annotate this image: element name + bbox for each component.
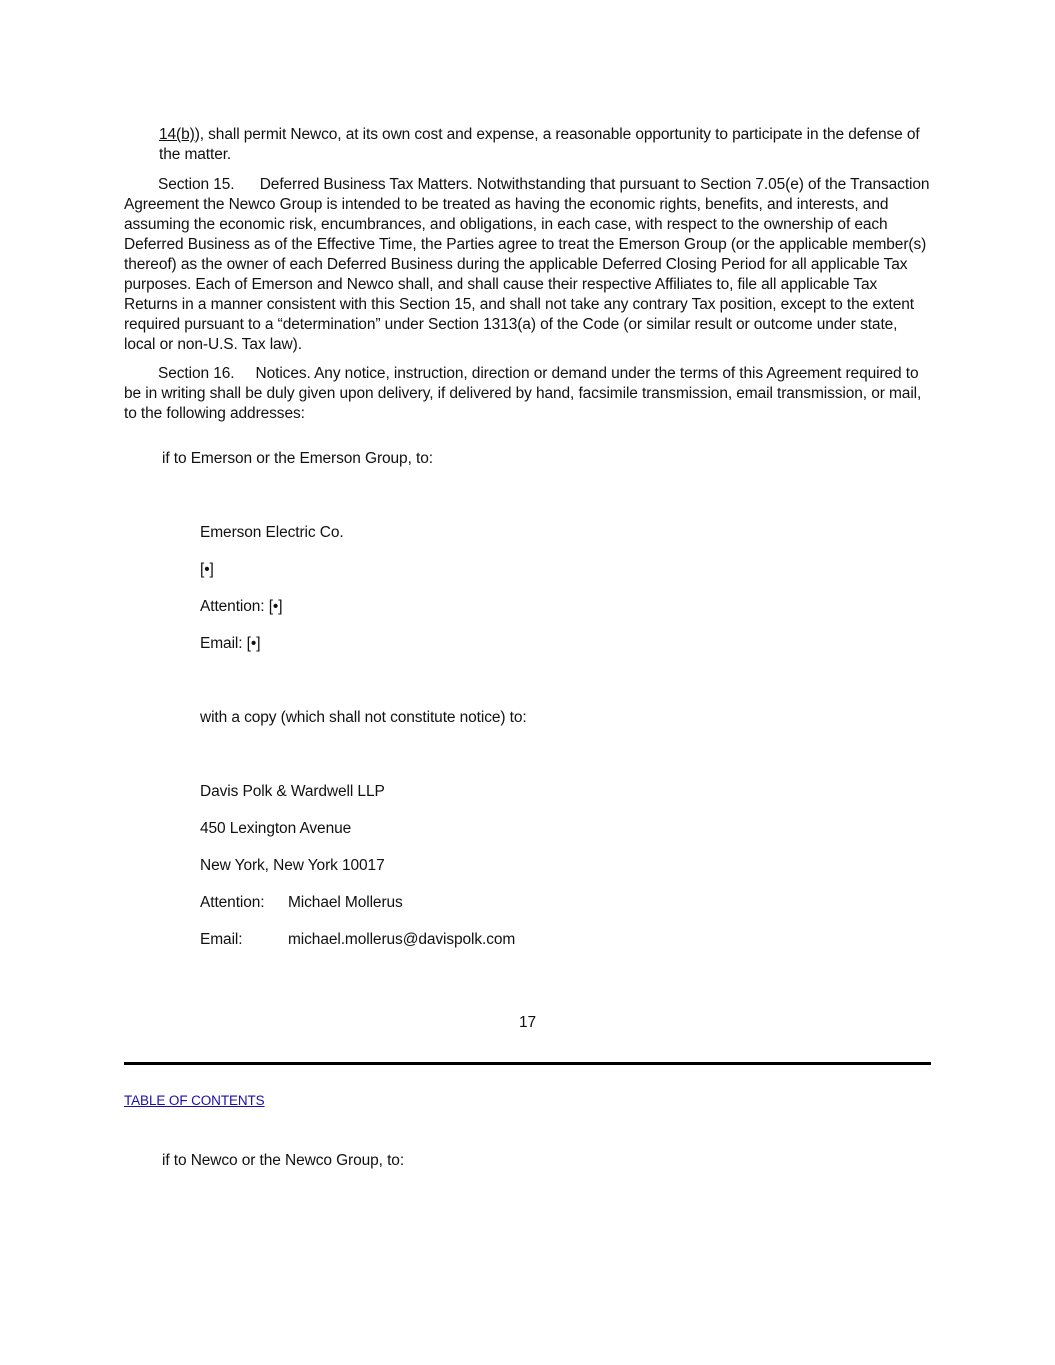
continuation-text: ), shall permit Newco, at its own cost and expense, a reasonable opportunity to participate in the defense of the matter. [159,126,920,163]
continuation-paragraph [159,125,931,165]
newco-notice-intro: if to Newco or the Newco Group, to: [162,1152,405,1169]
counsel-street: 450 Lexington Avenue [200,820,352,837]
counsel-email-value[interactable]: michael.mollerus@davispolk.com [288,931,516,948]
counsel-city: New York, New York 10017 [200,857,385,874]
section-15-heading: Section 15. [158,176,235,193]
counsel-email-row [200,931,515,949]
section-16-heading: Section 16. [158,365,235,382]
section-15-paragraph [124,175,932,355]
emerson-address-line: [•] [200,561,214,578]
section-reference-link[interactable]: 14(b) [159,126,195,143]
emerson-company-name: Emerson Electric Co. [200,524,344,541]
emerson-notice-intro: if to Emerson or the Emerson Group, to: [162,450,433,467]
section-16-body: Any notice, instruction, direction or demand under the terms of this Agreement required to be in writing shall be duly given upon delivery, if delivered by hand, facsimile transmission, email transmission, or mail, to the following addresses: [124,365,922,422]
section-15-body: Notwithstanding that pursuant to Section 7.05(e) of the Transaction Agreement the Newco Group is intended to be treated as having the economic rights, benefits, and interests, and assuming the economic risk, encumbrances, and obligations, in each case, with respect to the ownership of each Deferred Business as of the Effective Time, the Parties agree to treat the Emerson Group (or the applicable member(s) thereof) as the owner of each Deferred Business during the applicable Deferred Closing Period for all applicable Tax purposes. Each of Emerson and Newco shall, and shall cause their respective Affiliates to, file all applicable Tax Returns in a manner consistent with this Section 15, and shall not take any contrary Tax position, except to the extent required pursuant to a “determination” under Section 1313(a) of the Code (or similar result or outcome under state, local or non-U.S. Tax law). [124,176,930,353]
emerson-email: Email: [•] [200,635,261,652]
section-16-title: Notices. [255,365,311,382]
counsel-firm-name: Davis Polk & Wardwell LLP [200,783,385,800]
table-of-contents-link[interactable]: TABLE OF CONTENTS [124,1093,265,1108]
section-16-paragraph [124,364,932,424]
page-divider [124,1062,931,1065]
counsel-attention-label: Attention: [200,894,265,911]
emerson-attention: Attention: [•] [200,598,283,615]
copy-notice-intro: with a copy (which shall not constitute notice) to: [200,709,527,726]
counsel-attention-value: Michael Mollerus [288,894,403,911]
counsel-attention-row [200,894,403,912]
section-15-title: Deferred Business Tax Matters. [259,176,473,193]
counsel-email-label: Email: [200,931,243,948]
page-number: 17 [518,1014,537,1031]
